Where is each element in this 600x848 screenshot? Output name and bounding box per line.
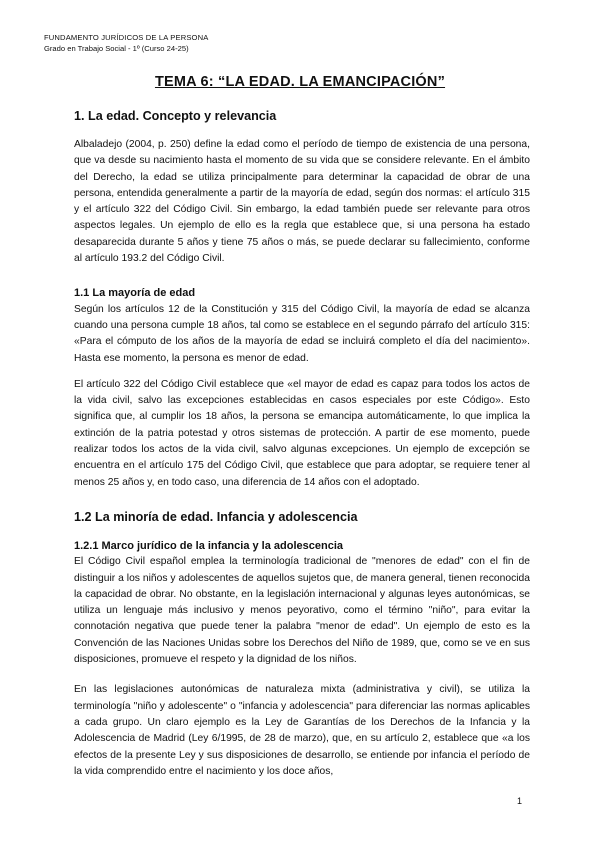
section-heading-1-2: 1.2 La minoría de edad. Infancia y adolescencia bbox=[74, 509, 358, 524]
section-1-paragraph: Albaladejo (2004, p. 250) define la edad como el período de tiempo de existencia de una persona, que va desde su nacimiento hasta el momento de su vida que se considere relevante. En el ámbito del Derecho, la edad se utiliza principalmente para determinar la capacidad de obrar de una persona, entendida generalmente a partir de la mayoría de edad, según dos normas: el artículo 315 y el artículo 322 del Código Civil. Sin embargo, la edad también puede ser relevante para otros aspectos legales. Un ejemplo de ello es la regla que establece que, si una persona ha estado desaparecida durante 5 años y tiene 75 años o más, se puede declarar su fallecimiento, conforme al artículo 193.2 del Código Civil. bbox=[74, 139, 530, 265]
section-heading-1-1: 1.1 La mayoría de edad bbox=[74, 287, 196, 300]
section-heading-1-2-1: 1.2.1 Marco jurídico de la infancia y la adolescencia bbox=[74, 539, 344, 552]
running-header-course: FUNDAMENTO JURÍDICOS DE LA PERSONA bbox=[44, 33, 209, 42]
section-1-1-paragraph-2: El artículo 322 del Código Civil establece que «el mayor de edad es capaz para todos los actos de la vida civil, salvo las excepciones establecidas en casos especiales por este Código». Esto significa que, al cumplir los 18 años, la persona se emancipa automáticamente, lo que implica la extinción de la patria potestad y otros sistemas de protección. A partir de ese momento, puede realizar todos los actos de la vida civil, salvo algunas excepciones. Un ejemplo de excepción se encuentra en el artículo 175 del Código Civil, que establece que para adoptar, se requiere tener al menos 25 años y, en todo caso, una diferencia de 14 años con el adoptado. bbox=[74, 378, 530, 488]
page-title: TEMA 6: “LA EDAD. LA EMANCIPACIÓN” bbox=[154, 74, 446, 90]
section-1-1-paragraph-1: Según los artículos 12 de la Constitución y 315 del Código Civil, la mayoría de edad se alcanza cuando una persona cumple 18 años, tal como se establece en el segundo párrafo del artículo 315: «Para el cómputo de los años de la mayoría de edad se incluirá completo el día del nacimiento». Hasta ese momento, la persona es menor de edad. bbox=[74, 303, 530, 364]
running-header-degree: Grado en Trabajo Social - 1º (Curso 24-25) bbox=[44, 44, 189, 53]
section-heading-1: 1. La edad. Concepto y relevancia bbox=[74, 109, 277, 123]
section-1-2-1-paragraph-2: En las legislaciones autonómicas de naturaleza mixta (administrativa y civil), se utiliza la terminología "niño y adolescente" o "infancia y adolescencia" para diferenciar las normas aplicables a cada grupo. Un claro ejemplo es la Ley de Garantías de los Derechos de la Infancia y la Adolescencia de Madrid (Ley 6/1995, de 28 de marzo), que, en su artículo 2, establece que «a los efectos de la presente Ley y sus disposiciones de desarrollo, se entiende por infancia el período de la vida comprendido entre el nacimiento y los doce años, bbox=[74, 684, 530, 777]
section-1-2-1-paragraph-1: El Código Civil español emplea la terminología tradicional de "menores de edad" con el fin de distinguir a los niños y adolescentes de aquellos sujetos que, de manera general, tienen reconocida la capacidad de obrar. No obstante, en la legislación internacional y algunas leyes autonómicas, se utiliza un lenguaje más inclusivo y menos peyorativo, como el término "niño", para evitar la connotación negativa que puede tener la palabra "menor de edad". Un ejemplo de esto es la Convención de las Naciones Unidas sobre los Derechos del Niño de 1989, que, como se ve en sus disposiciones, promueve el respeto y la dignidad de los niños. bbox=[74, 556, 530, 666]
document-body bbox=[74, 108, 530, 780]
page-number: 1 bbox=[517, 796, 523, 806]
